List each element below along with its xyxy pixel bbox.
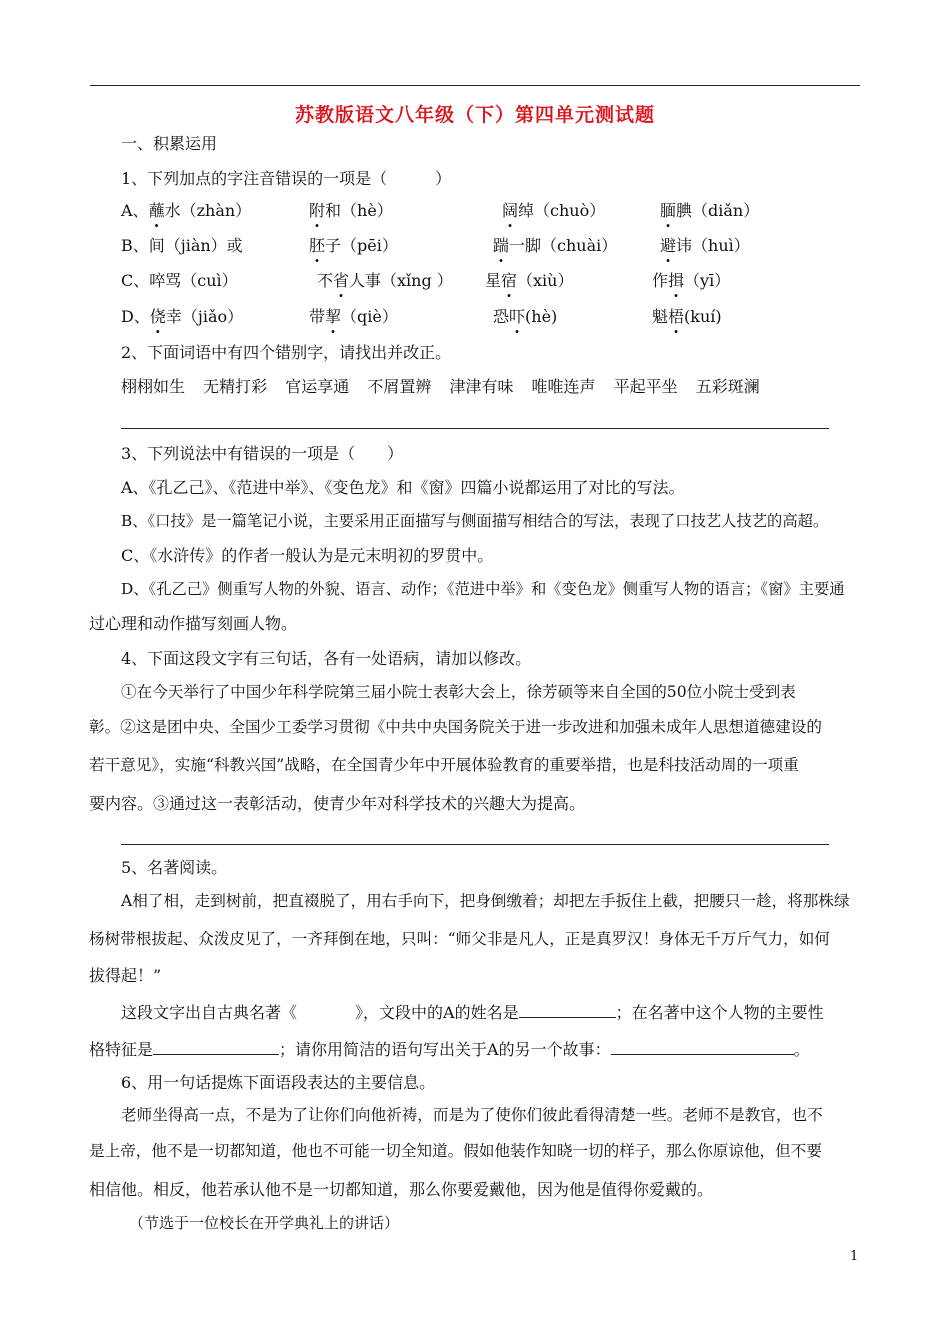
q2-word: 无精打彩 (203, 377, 268, 396)
q5-question-1: 这段文字出自古典名著《 》，文段中的A的姓名是 ；在名著中这个人物的主要性 (121, 1003, 824, 1022)
q1-stem: 1、下列加点的字注音错误的一项是（ ） (121, 169, 452, 188)
q6-passage-1: 老师坐得高一点，不是为了让你们向他祈祷，而是为了使你们彼此看得清楚一些。老师不是教官，也不 (121, 1106, 823, 1124)
q1-option-a: A、蘸水（zhàn） (121, 201, 252, 220)
q5-passage-3: 拔得起！” (89, 966, 162, 985)
q5-stem: 5、名著阅读。 (121, 858, 228, 877)
q5-question-2: 格特征是 ；请你用简洁的语句写出关于A的另一个故事： 。 (89, 1040, 810, 1059)
q3-option-d-cont: 过心理和动作描写刻画人物。 (89, 614, 298, 633)
q3-option-a: A、《孔乙己》、《范进中举》、《变色龙》和《窗》四篇小说都运用了对比的写法。 (121, 478, 685, 497)
q3-option-b: B、《口技》是一篇笔记小说，主要采用正面描写与侧面描写相结合的写法，表现了口技艺人技艺的高超。 (121, 512, 829, 530)
q6-source: （节选于一位校长在开学典礼上的讲话） (129, 1214, 400, 1232)
q2-word: 唯唯连声 (531, 377, 596, 396)
q3-option-d: D、《孔乙己》侧重写人物的外貌、语言、动作；《范进中举》和《变色龙》侧重写人物的语言；《窗》主要通 (121, 580, 845, 598)
q6-passage-2: 是上帝，他不是一切都知道，他也不可能一切全知道。假如他装作知晓一切的样子，那么你原谅他，但不要 (89, 1142, 822, 1160)
q2-word: 不屑置辨 (367, 377, 432, 396)
q5-passage-1: A相了相，走到树前，把直裰脱了，用右手向下，把身倒缴着；却把左手扳住上截，把腰只一趁，将那株绿 (121, 892, 850, 910)
q2-word: 栩栩如生 (121, 377, 186, 396)
q1-c-3: 星宿（xiù） (485, 271, 574, 290)
q4-answer-line[interactable] (121, 844, 829, 845)
q1-b-3: 踹一脚（chuài） (493, 236, 618, 255)
header-rule (90, 85, 860, 86)
q2-stem: 2、下面词语中有四个错别字，请找出并改正。 (121, 343, 452, 362)
q4-line-3: 若干意见》，实施“科教兴国”战略，在全国青少年中开展体验教育的重要举措，也是科技活动周的一项重 (89, 756, 799, 774)
q3-option-c: C、《水浒传》的作者一般认为是元末明初的罗贯中。 (121, 546, 494, 565)
q1-option-d: D、侥幸（jiǎo） (121, 307, 244, 326)
q5-passage-2: 杨树带根拔起、众泼皮见了，一齐拜倒在地，只叫：“师父非是凡人，正是真罗汉！身体无千万斤气力，如何 (89, 930, 830, 948)
q2-word: 津津有味 (449, 377, 514, 396)
q1-b-2: 胚子（pēi） (309, 236, 398, 255)
q1-a-3: 阔绰（chuò） (502, 201, 606, 220)
q2-answer-line[interactable] (121, 428, 829, 429)
q4-line-1: ①在今天举行了中国少年科学院第三届小院士表彰大会上，徐芳硕等来自全国的50位小院士受到表 (121, 683, 796, 701)
q1-b-4: 避讳（huì） (660, 236, 750, 255)
page-title: 苏教版语文八年级（下）第四单元测试题 (294, 104, 655, 126)
q6-stem: 6、用一句话提炼下面语段表达的主要信息。 (121, 1073, 436, 1092)
q2-word: 平起平坐 (613, 377, 678, 396)
section-heading: 一、积累运用 (121, 134, 218, 153)
q4-line-2: 彰。②这是团中央、全国少工委学习贯彻《中共中央国务院关于进一步改进和加强未成年人思想道德建设的 (89, 718, 822, 736)
q2-words (121, 379, 760, 395)
q1-d-4: 魁梧(kuí) (652, 307, 722, 326)
q4-line-4: 要内容。③通过这一表彰活动，使青少年对科学技术的兴趣大为提高。 (89, 794, 586, 813)
page-number: 1 (850, 1249, 859, 1264)
q6-passage-3: 相信他。相反，他若承认他不是一切都知道，那么你要爱戴他，因为他是值得你爱戴的。 (89, 1180, 714, 1199)
q1-d-2: 带挈（qiè） (309, 307, 398, 326)
q3-stem: 3、下列说法中有错误的一项是（ ） (121, 444, 404, 463)
q2-word: 五彩斑澜 (695, 377, 760, 396)
q1-c-2: 不省人事（xǐng ） (317, 271, 453, 290)
q2-word: 官运享通 (285, 377, 350, 396)
q1-a-2: 附和（hè） (309, 201, 393, 220)
q1-option-c: C、啐骂（cuì） (121, 271, 238, 290)
q1-d-3: 恐吓(hè) (493, 307, 558, 326)
q1-option-b: B、间（jiàn）或 (121, 236, 243, 255)
story-blank[interactable] (611, 1040, 794, 1055)
q1-c-4: 作揖（yī） (652, 271, 731, 290)
q4-stem: 4、下面这段文字有三句话，各有一处语病，请加以修改。 (121, 649, 532, 668)
name-blank[interactable] (519, 1003, 616, 1018)
trait-blank[interactable] (153, 1040, 279, 1055)
q1-a-4: 腼腆（diǎn） (660, 201, 760, 220)
